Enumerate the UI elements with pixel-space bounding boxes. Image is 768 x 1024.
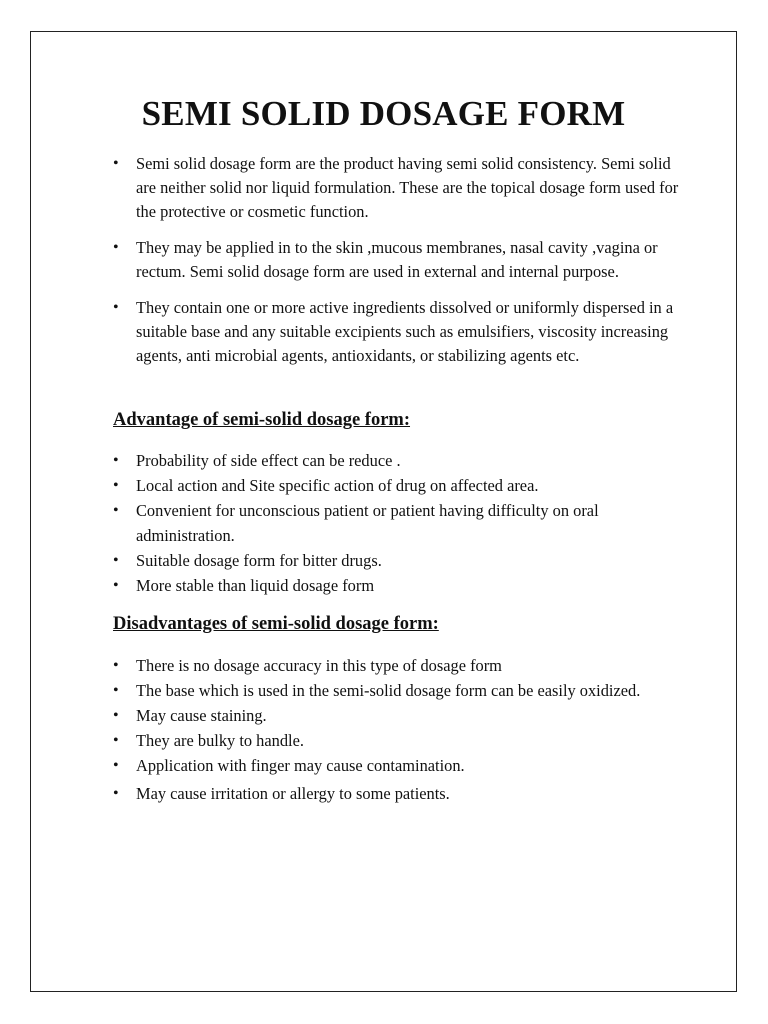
bullet-icon: •: [113, 576, 119, 594]
disadvantage-item: [113, 782, 693, 807]
disadvantage-item-text: Application with finger may cause contamination.: [136, 756, 465, 775]
disadvantage-item-text: The base which is used in the semi-solid dosage form can be easily oxidized.: [136, 681, 641, 700]
advantage-item: [113, 574, 693, 599]
bullet-icon: •: [113, 732, 119, 749]
bullet-icon: •: [113, 682, 119, 699]
disadvantage-item: [113, 729, 693, 754]
disadvantage-item-text: May cause irritation or allergy to some patients.: [136, 783, 450, 803]
disadvantages-heading: Disadvantages of semi-solid dosage form:: [113, 614, 439, 634]
advantage-item: [113, 549, 693, 574]
bullet-icon: •: [113, 502, 119, 519]
bullet-icon: •: [113, 452, 119, 469]
advantage-item-text: More stable than liquid dosage form: [136, 575, 375, 595]
intro-item-text: Semi solid dosage form are the product having semi solid consistency. Semi solid are neither solid nor liquid formulation. These are the topical dosage form used for the protective or cosmetic function.: [136, 154, 679, 221]
intro-item-text: They contain one or more active ingredients dissolved or uniformly dispersed in a suitable base and any suitable excipients such as emulsifiers, viscosity increasing agents, anti microbial agents, antioxidants, or stabilizing agents etc.: [136, 298, 674, 365]
bullet-icon: •: [113, 757, 119, 774]
bullet-icon: •: [113, 551, 119, 569]
disadvantage-item-text: May cause staining.: [136, 706, 267, 725]
intro-item-text: They may be applied in to the skin ,mucous membranes, nasal cavity ,vagina or rectum. Semi solid dosage form are used in external and internal purpose.: [136, 238, 658, 281]
bullet-icon: •: [113, 707, 119, 724]
advantages-heading: Advantage of semi-solid dosage form:: [113, 410, 411, 430]
intro-item: [113, 296, 693, 368]
disadvantage-item: [113, 679, 693, 704]
disadvantage-item-text: They are bulky to handle.: [136, 731, 304, 750]
advantage-item: [113, 499, 693, 548]
intro-item: [113, 236, 693, 284]
bullet-icon: •: [113, 155, 119, 172]
intro-item: [113, 152, 693, 224]
bullet-icon: •: [113, 477, 119, 494]
advantage-item: [113, 449, 693, 474]
document-title: SEMI SOLID DOSAGE FORM: [141, 94, 626, 133]
bullet-icon: •: [113, 784, 119, 802]
advantage-item-text: Convenient for unconscious patient or patient having difficulty on oral administration.: [136, 501, 599, 545]
disadvantage-item-text: There is no dosage accuracy in this type of dosage form: [136, 656, 502, 675]
advantages-list: [113, 449, 693, 599]
bullet-icon: •: [113, 299, 119, 316]
disadvantage-item: [113, 754, 693, 779]
bullet-icon: •: [113, 657, 119, 674]
disadvantage-item: [113, 654, 693, 679]
advantage-item-text: Probability of side effect can be reduce .: [136, 451, 401, 470]
intro-list: [113, 152, 693, 380]
disadvantage-item: [113, 704, 693, 729]
disadvantages-list: [113, 654, 693, 807]
bullet-icon: •: [113, 239, 119, 256]
advantage-item: [113, 474, 693, 499]
advantage-item-text: Suitable dosage form for bitter drugs.: [136, 550, 382, 570]
advantage-item-text: Local action and Site specific action of drug on affected area.: [136, 476, 539, 495]
